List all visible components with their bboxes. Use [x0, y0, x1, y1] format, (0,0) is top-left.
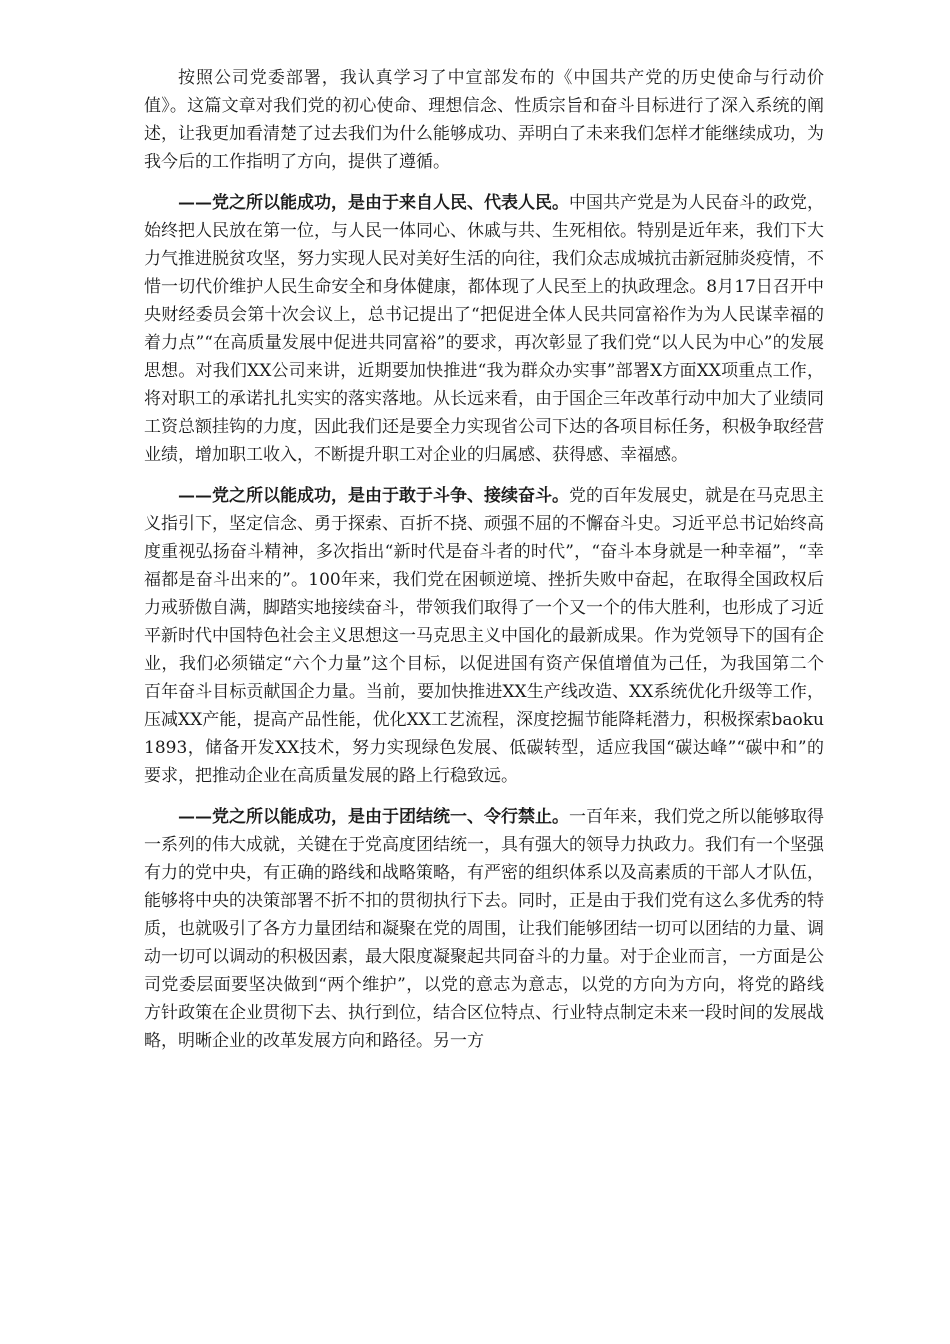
paragraph-text: 一百年来，我们党之所以能够取得一系列的伟大成就，关键在于党高度团结统一，具有强大的领导力执政力。我们有一个坚强有力的党中央，有正确的路线和战略策略，有严密的组织体系以及高素质的干部人才队伍，能够将中央的决策部署不折不扣的贯彻执行下去。同时，正是由于我们党有这么多优秀的特质，也就吸引了各方力量团结和凝聚在党的周围，让我们能够团结一切可以团结的力量、调动一切可以调动的积极因素，最大限度凝聚起共同奋斗的力量。对于企业而言，一方面是公司党委层面要坚决做到“两个维护”，以党的意志为意志，以党的方向为方向，将党的路线方针政策在企业贯彻下去、执行到位，结合区位特点、行业特点制定未来一段时间的发展战略，明晰企业的改革发展方向和路径。另一方: [144, 807, 824, 1051]
paragraph-text: 党的百年发展史，就是在马克思主义指引下，坚定信念、勇于探索、百折不挠、顽强不屈的不懈奋斗史。习近平总书记始终高度重视弘扬奋斗精神，多次指出“新时代是奋斗者的时代”，“奋斗本身就是一种幸福”，“幸福都是奋斗出来的”。100年来，我们党在困顿逆境、挫折失败中奋起，在取得全国政权后力戒骄傲自满，脚踏实地接续奋斗，带领我们取得了一个又一个的伟大胜利，也形成了习近平新时代中国特色社会主义思想这一马克思主义中国化的最新成果。作为党领导下的国有企业，我们必须锚定“六个力量”这个目标，以促进国有资产保值增值为己任，为我国第二个百年奋斗目标贡献国企力量。当前，要加快推进XX生产线改造、XX系统优化升级等工作，压减XX产能，提高产品性能，优化XX工艺流程，深度挖掘节能降耗潜力，积极探索baoku1893，储备开发XX技术，努力实现绿色发展、低碳转型，适应我国“碳达峰”“碳中和”的要求，把推动企业在高质量发展的路上行稳致远。: [144, 486, 824, 786]
paragraph-text: 按照公司党委部署，我认真学习了中宣部发布的《中国共产党的历史使命与行动价值》。这篇文章对我们党的初心使命、理想信念、性质宗旨和奋斗目标进行了深入系统的阐述，让我更加看清楚了过去我们为什么能够成功、弄明白了未来我们怎样才能继续成功，为我今后的工作指明了方向，提供了遵循。: [144, 68, 824, 172]
paragraph-lead: ——党之所以能成功，是由于敢于斗争、接续奋斗。: [178, 486, 569, 506]
paragraph-lead: ——党之所以能成功，是由于团结统一、令行禁止。: [178, 807, 569, 827]
section-paragraph-people: [144, 189, 824, 469]
section-paragraph-unity: [144, 803, 824, 1055]
intro-paragraph: [144, 64, 824, 176]
paragraph-text: 中国共产党是为人民奋斗的政党，始终把人民放在第一位，与人民一体同心、休戚与共、生死相依。特别是近年来，我们下大力气推进脱贫攻坚，努力实现人民对美好生活的向往，我们众志成城抗击新冠肺炎疫情，不惜一切代价维护人民生命安全和身体健康，都体现了人民至上的执政理念。8月17日召开中央财经委员会第十次会议上，总书记提出了“把促进全体人民共同富裕作为为人民谋幸福的着力点”“在高质量发展中促进共同富裕”的要求，再次彰显了我们党“以人民为中心”的发展思想。对我们XX公司来讲，近期要加快推进“我为群众办实事”部署X方面XX项重点工作，将对职工的承诺扎扎实实的落实落地。从长远来看，由于国企三年改革行动中加大了业绩同工资总额挂钩的力度，因此我们还是要全力实现省公司下达的各项目标任务，积极争取经营业绩，增加职工收入，不断提升职工对企业的归属感、获得感、幸福感。: [144, 193, 824, 465]
section-paragraph-struggle: [144, 482, 824, 790]
document-body: [144, 64, 824, 1068]
paragraph-lead: ——党之所以能成功，是由于来自人民、代表人民。: [178, 193, 569, 213]
